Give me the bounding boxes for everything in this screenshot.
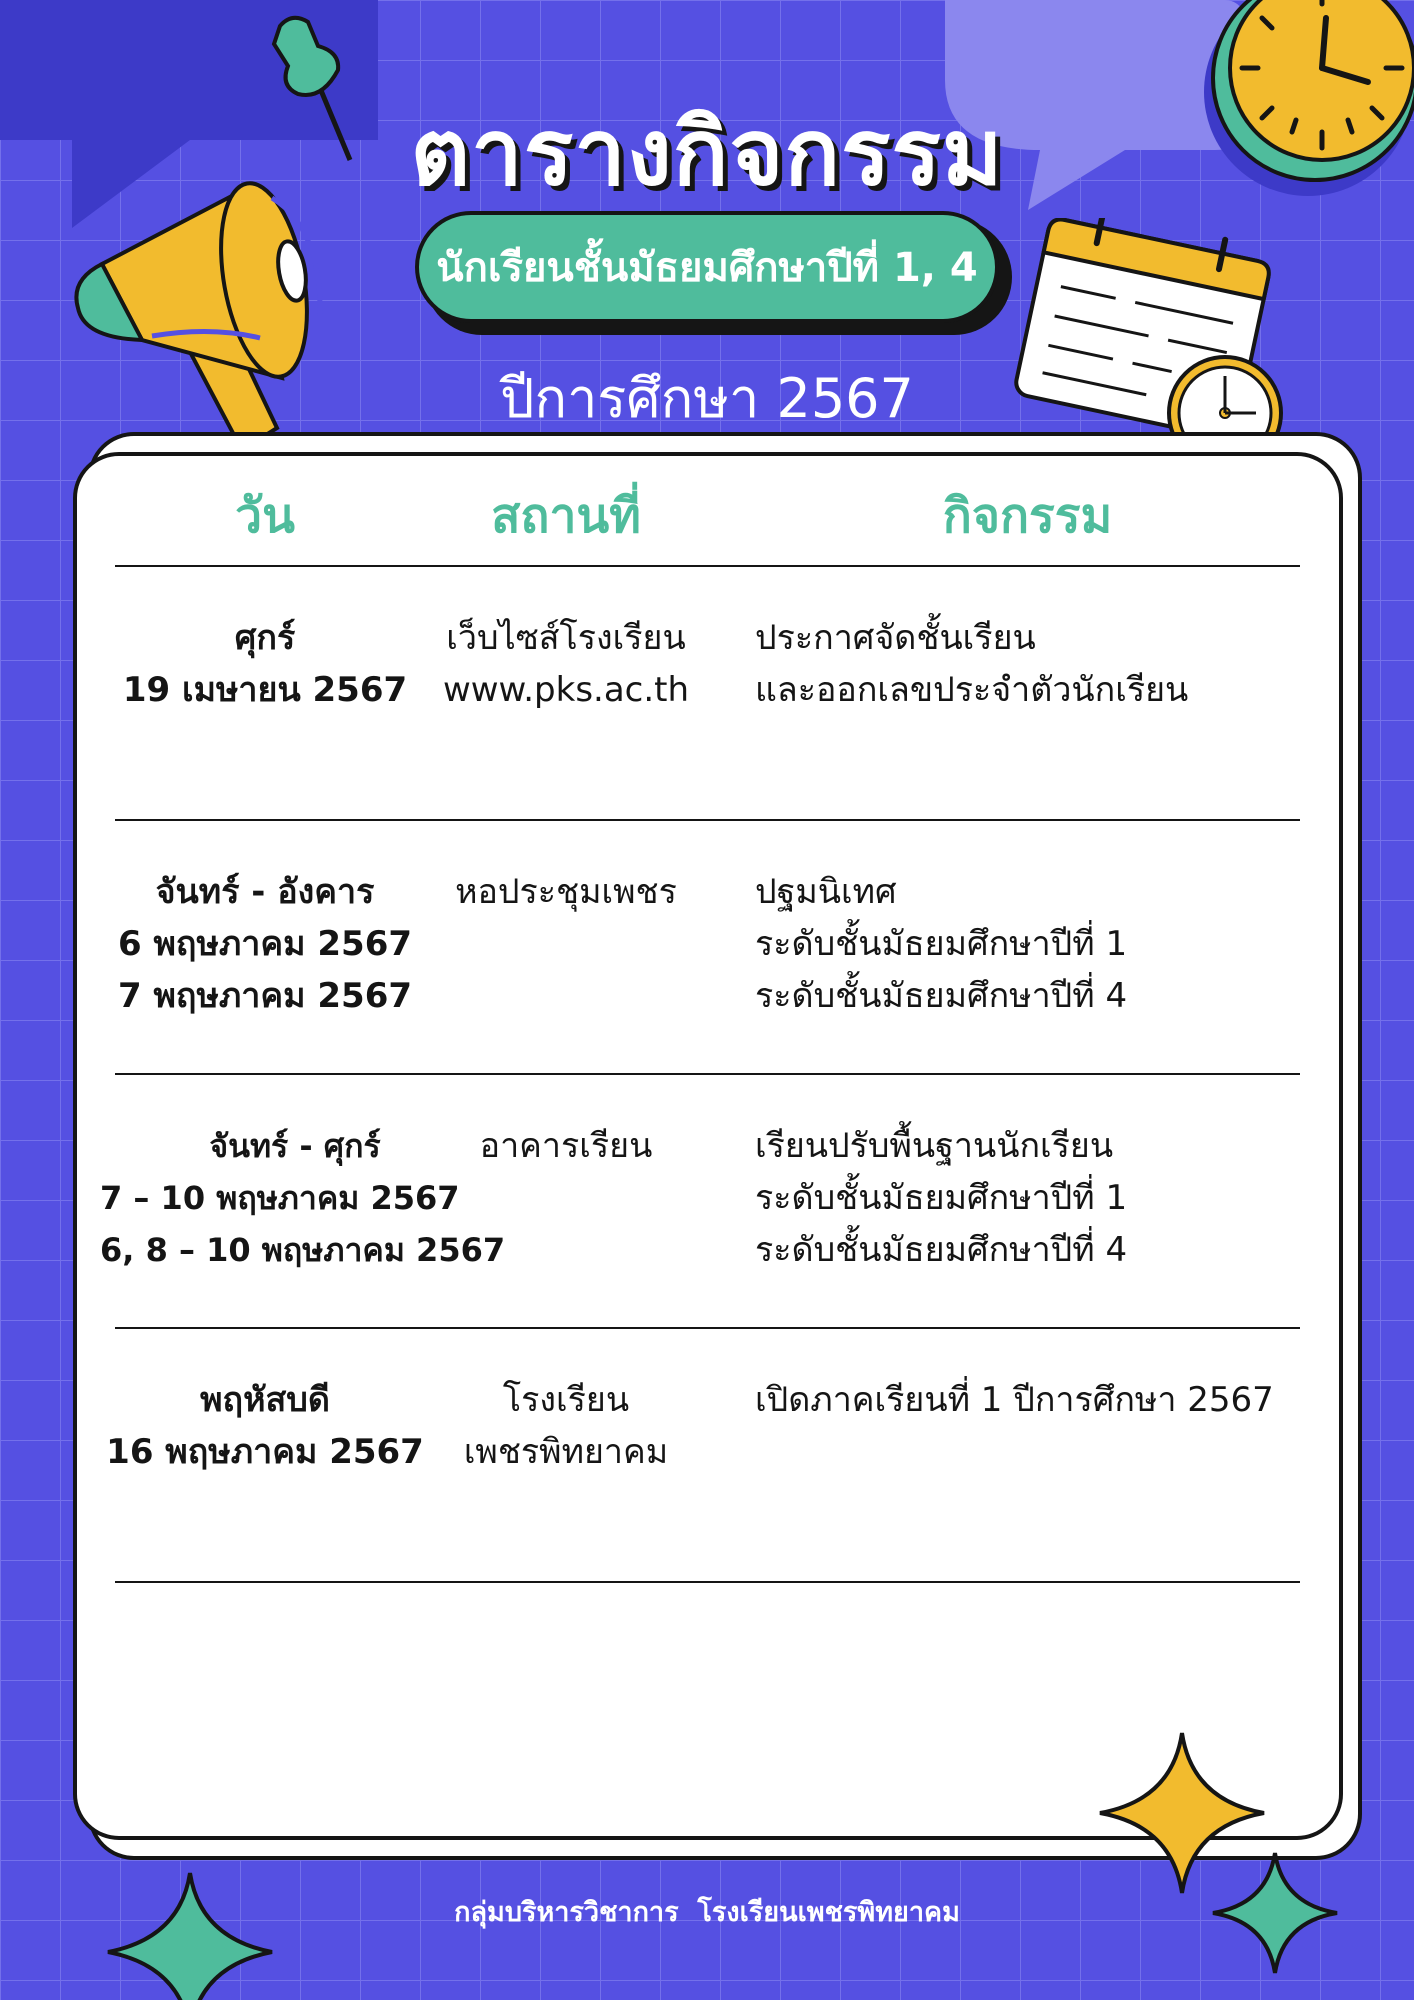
row-2-date-day: จันทร์ - อังคาร [155,872,375,912]
row-2-activity [755,866,1300,1022]
row-2-date-line: 7 พฤษภาคม 2567 [117,976,413,1016]
row-2-activity-line: ระดับชั้นมัธยมศึกษาปีที่ 1 [755,924,1128,964]
row-1-date [105,612,425,716]
row-4-date-line: 16 พฤษภาคม 2567 [106,1432,424,1472]
row-divider [115,1327,1300,1329]
row-3-activity-line: ระดับชั้นมัธยมศึกษาปีที่ 4 [755,1230,1128,1270]
row-3-place-name: อาคารเรียน [479,1126,653,1166]
header-day: วัน [235,488,295,544]
row-2-place [425,866,707,918]
row-1-date-line: 19 เมษายน 2567 [122,670,408,710]
row-4-date [105,1374,425,1478]
row-3-place [425,1120,707,1172]
row-1-activity-line: และออกเลขประจำตัวนักเรียน [755,670,1189,710]
row-4-activity-line: เปิดภาคเรียนที่ 1 ปีการศึกษา 2567 [755,1380,1274,1420]
row-2-activity-line: ระดับชั้นมัธยมศึกษาปีที่ 4 [755,976,1128,1016]
row-1-place-name: เว็บไซส์โรงเรียน [446,618,686,658]
row-4-place [425,1374,707,1478]
academic-year: ปีการศึกษา 2567 [500,367,914,430]
row-1-activity [755,612,1300,716]
row-3-date-line: 7 – 10 พฤษภาคม 2567 [100,1179,460,1217]
row-3-activity [755,1120,1300,1276]
row-2-place-name: หอประชุมเพชร [455,872,677,912]
footer-credit: กลุ่มบริหารวิชาการ โรงเรียนเพชรพิทยาคม [454,1897,960,1928]
header-divider [115,565,1300,567]
row-3-date-day: จันทร์ - ศุกร์ [209,1127,381,1165]
row-1-date-day: ศุกร์ [234,618,296,658]
sparkle-icon [100,1868,280,2000]
row-4-date-day: พฤหัสบดี [200,1380,330,1420]
row-2-activity-line: ปฐมนิเทศ [755,872,897,912]
row-1-place [425,612,707,716]
row-2-date-line: 6 พฤษภาคม 2567 [117,924,413,964]
audience-pill: นักเรียนชั้นมัธยมศึกษาปีที่ 1, 4 [415,211,999,323]
row-3-date-line: 6, 8 – 10 พฤษภาคม 2567 [100,1231,506,1269]
row-4-place-name: โรงเรียน [502,1380,630,1420]
row-4-activity [755,1374,1315,1426]
row-3-activity-line: เรียนปรับพื้นฐานนักเรียน [755,1126,1114,1166]
poster-title: ตารางกิจกรรม [410,99,1004,206]
header-place: สถานที่ [491,488,641,544]
row-1-activity-line: ประกาศจัดชั้นเรียน [755,618,1036,658]
row-2-date [105,866,425,1022]
row-divider [115,819,1300,821]
row-4-place-name: เพชรพิทยาคม [463,1432,669,1472]
header-activity: กิจกรรม [942,488,1113,544]
row-3-activity-line: ระดับชั้นมัธยมศึกษาปีที่ 1 [755,1178,1128,1218]
row-1-place-url[interactable]: www.pks.ac.th [442,670,690,710]
row-divider [115,1581,1300,1583]
row-divider [115,1073,1300,1075]
